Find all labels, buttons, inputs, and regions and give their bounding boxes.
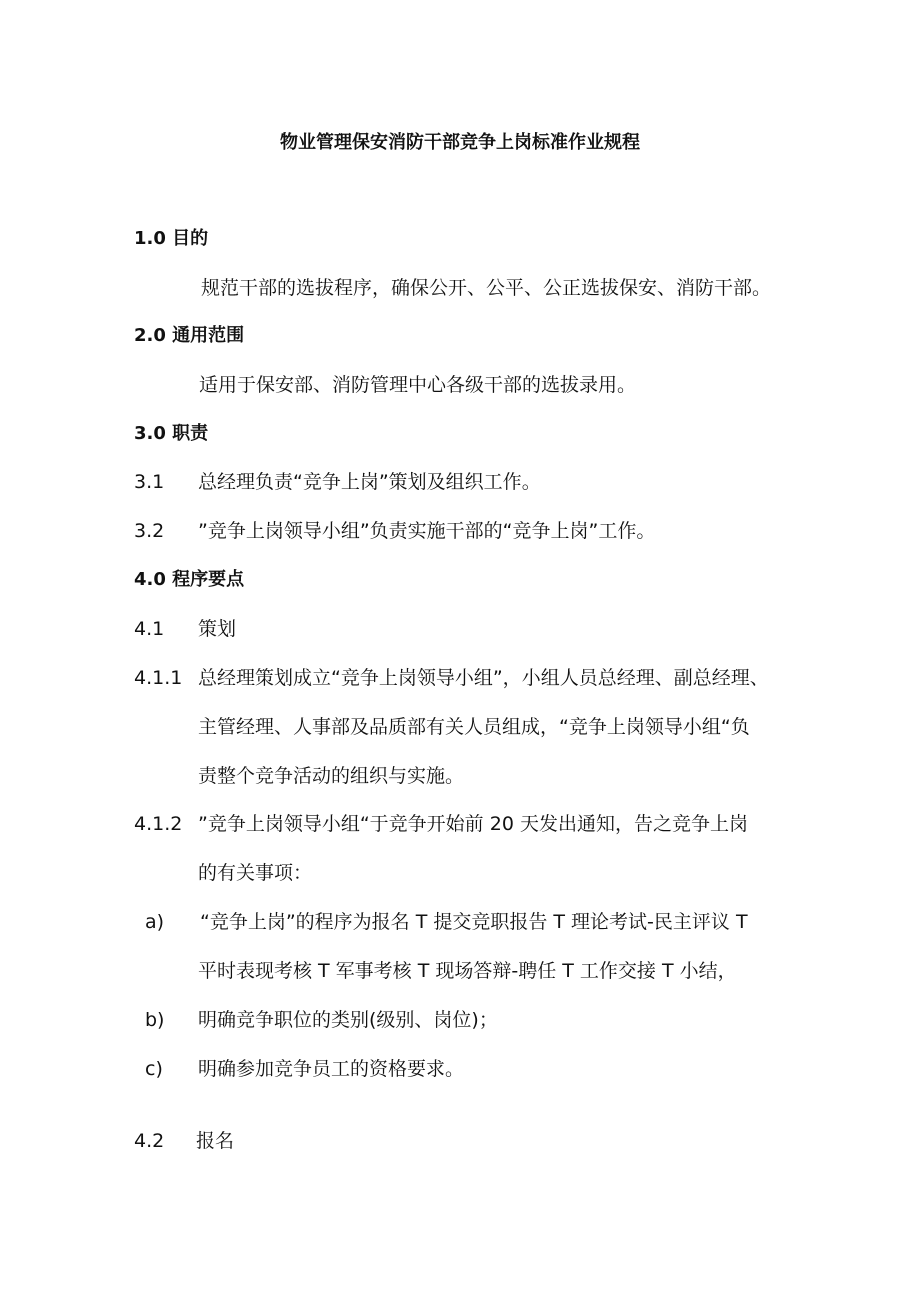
item-number: 3.1 [134,471,165,493]
item-text: 策划 [198,618,237,640]
sub-item-text-line: 平时表现考核 T 军事考核 T 现场答辩-聘任 T 工作交接 T 小结， [198,960,737,982]
item-text-line: 主管经理、人事部及品质部有关人员组成，“竞争上岗领导小组“负 [198,716,750,738]
item-text: 报名 [196,1130,235,1152]
sub-item-label: b) [145,1009,165,1031]
item-text: 总经理负责“竞争上岗”策划及组织工作。 [198,471,541,493]
item-number: 4.1 [134,618,165,640]
section-heading-procedure: 4.0 程序要点 [134,569,245,590]
item-text-line: 的有关事项： [198,862,313,884]
sub-item-label: c) [145,1058,163,1080]
sub-item-text-line: 明确参加竞争员工的资格要求。 [198,1058,465,1080]
item-number: 4.2 [134,1130,165,1152]
item-number: 4.1.2 [134,813,183,835]
sub-item-label: a) [145,911,165,933]
item-text-line: 总经理策划成立“竞争上岗领导小组”，小组人员总经理、副总经理、 [198,667,769,689]
item-text-line: ”竞争上岗领导小组“于竞争开始前 20 天发出通知，告之竞争上岗 [198,813,748,835]
item-number: 3.2 [134,520,165,542]
sub-item-text-line: 明确竞争职位的类别(级别、岗位)； [198,1009,498,1031]
item-text: ”竞争上岗领导小组”负责实施干部的“竞争上岗”工作。 [198,520,656,542]
section-text-scope: 适用于保安部、消防管理中心各级干部的选拔录用。 [199,374,637,396]
section-text-purpose: 规范干部的选拔程序，确保公开、公平、公正选拔保安、消防干部。 [201,277,772,299]
item-text-line: 责整个竞争活动的组织与实施。 [198,765,465,787]
section-heading-duties: 3.0 职责 [134,423,209,444]
sub-item-text-line: “竞争上岗”的程序为报名 T 提交竞职报告 T 理论考试-民主评议 T [200,911,748,933]
section-heading-purpose: 1.0 目的 [134,228,209,249]
document-title: 物业管理保安消防干部竞争上岗标准作业规程 [280,132,640,153]
item-number: 4.1.1 [134,667,183,689]
section-heading-scope: 2.0 通用范围 [134,325,245,346]
